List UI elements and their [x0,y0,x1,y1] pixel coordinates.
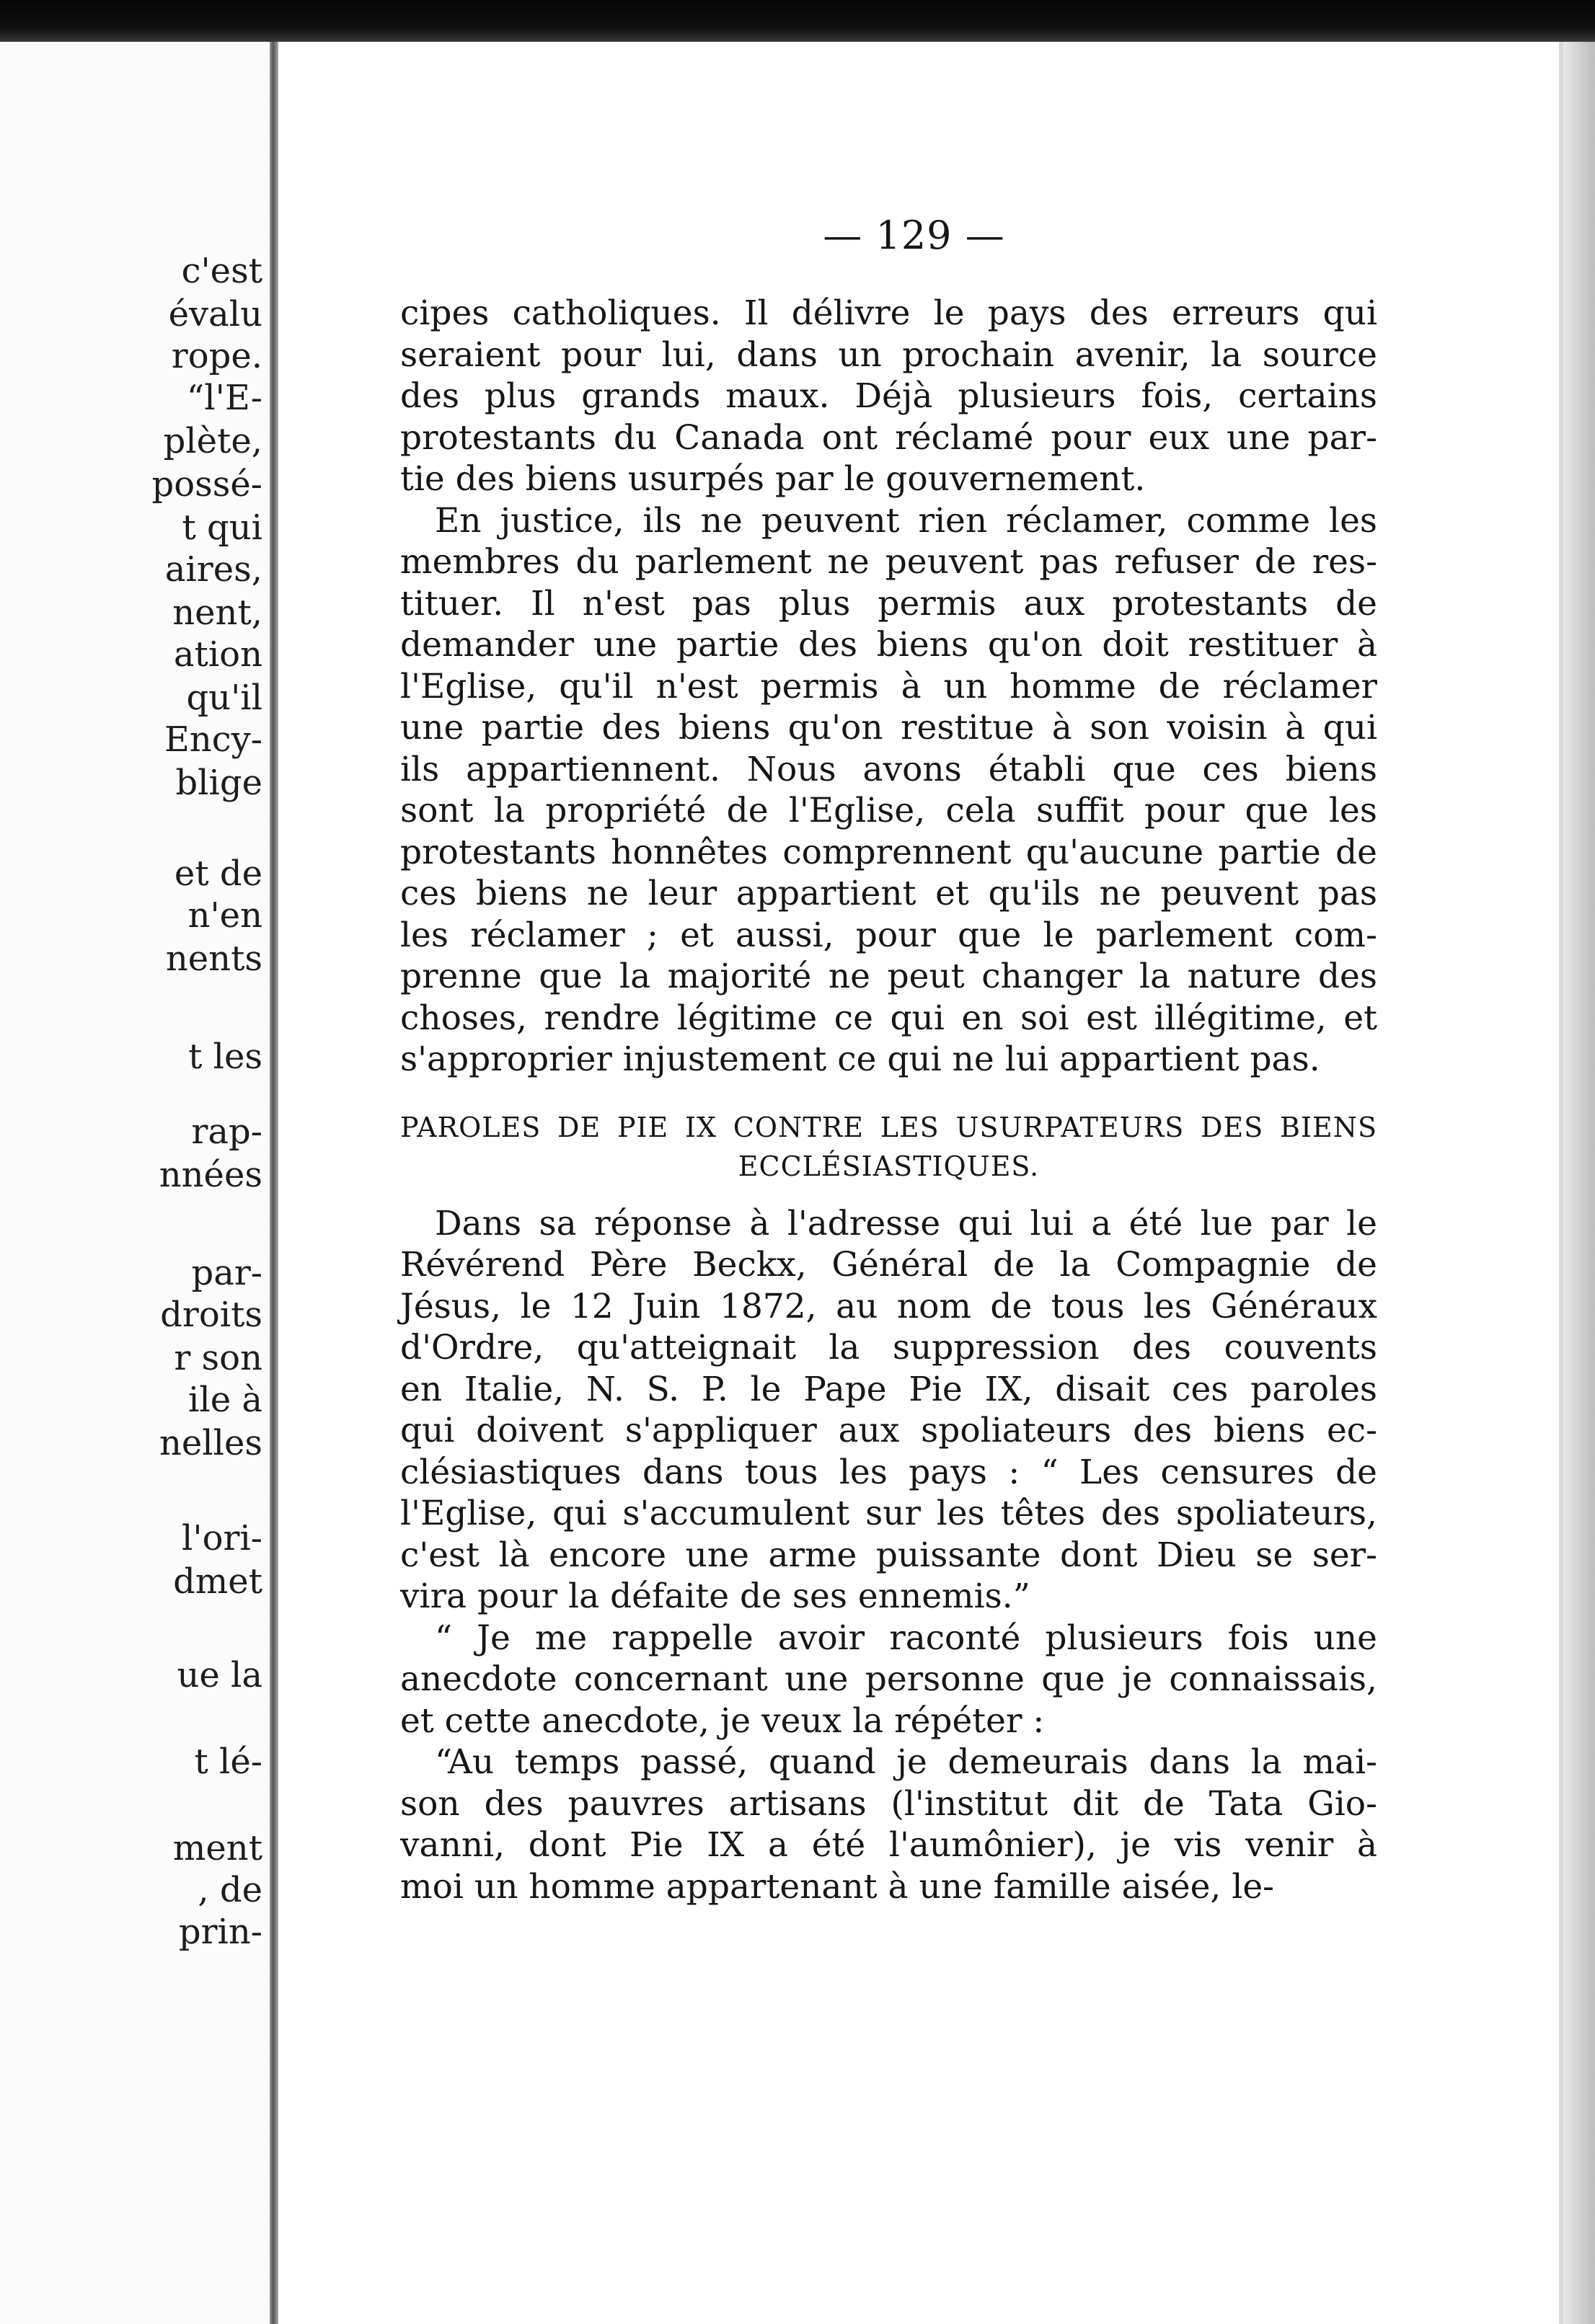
text-line: l'Eglise, qui s'accumulent sur les têtes des spoliateurs, [400,1494,1377,1533]
text-line: ils appartiennent. Nous avons établi que ces biens [400,749,1377,789]
facing-page-text-fragment: ile à [188,1380,262,1420]
heading-line-2: ECCLÉSIASTIQUES. [738,1150,1040,1182]
facing-page-text-fragment: , de [198,1870,262,1910]
facing-page-text-fragment: t les [188,1037,262,1077]
facing-page-text-fragment: nnées [159,1155,262,1195]
facing-page-text-fragment: t lé- [194,1742,262,1782]
text-line: Dans sa réponse à l'adresse qui lui a été lue par le [435,1203,1377,1243]
text-line: demander une partie des biens qu'on doit restituer à [400,625,1377,665]
facing-page-text-fragment: rap- [191,1112,262,1152]
paragraph [400,1203,1377,1618]
facing-page-text-fragment: possé- [151,464,262,505]
facing-page-text-fragment: n'en [187,895,262,936]
text-line: Révérend Père Beckx, Général de la Compagnie de [400,1245,1377,1285]
facing-page-text-fragment: rope. [171,336,262,376]
facing-page-text-fragment: par- [191,1253,262,1293]
facing-page-fragment [0,42,275,2324]
text-line: seraient pour lui, dans un prochain avenir, la source [400,334,1377,375]
text-block-before-heading [400,293,1377,1081]
paragraph [400,1742,1377,1907]
text-line: “Au temps passé, quand je demeurais dans la mai- [435,1742,1377,1782]
heading-line-1: PAROLES DE PIE IX CONTRE LES USURPATEURS DES BIENS [400,1111,1377,1143]
facing-page-text-fragment: Ency- [164,719,262,760]
facing-page-text-fragment: évalu [168,294,262,334]
facing-page-text-fragment: nelles [159,1423,262,1463]
text-line: protestants du Canada ont réclamé pour eux une par- [400,417,1377,458]
text-line: Jésus, le 12 Juin 1872, au nom de tous les Généraux [400,1286,1377,1326]
facing-page-text-fragment: et de [174,853,262,894]
facing-page-text-fragment: c'est [181,251,262,291]
page-number: — 129 — [823,213,1005,258]
text-line: membres du parlement ne peuvent pas refuser de res- [400,542,1377,582]
facing-page-text-fragment: aires, [164,549,262,590]
text-line: d'Ordre, qu'atteignait la suppression des couvents [400,1328,1377,1367]
text-line: vira pour la défaite de ses ennemis.” [400,1576,1030,1616]
section-heading [400,1108,1377,1186]
text-line: vanni, dont Pie IX a été l'aumônier), je vis venir à [400,1825,1377,1865]
text-block-after-heading [400,1203,1377,1908]
text-line: protestants honnêtes comprennent qu'aucune partie de [400,832,1377,872]
text-line: moi un homme appartenant à une famille aisée, le- [400,1866,1275,1907]
facing-page-text-fragment: blige [175,763,262,803]
facing-page-text-fragment: ment [172,1828,262,1868]
book-gutter [270,42,278,2324]
facing-page-text-fragment: dmet [173,1561,262,1602]
text-line: une partie des biens qu'on restitue à son voisin à qui [400,708,1377,748]
text-line: qui doivent s'appliquer aux spoliateurs des biens ec- [400,1411,1377,1450]
book-page [400,213,1377,1907]
text-line: choses, rendre légitime ce qui en soi est illégitime, et [400,998,1377,1038]
text-line: En justice, ils ne peuvent rien réclamer, comme les [435,500,1377,541]
text-line: les réclamer ; et aussi, pour que le parlement com- [400,915,1377,955]
text-line: tie des biens usurpés par le gouvernement. [400,459,1146,499]
text-line: c'est là encore une arme puissante dont Dieu se ser- [400,1535,1377,1575]
paragraph [400,293,1377,500]
text-line: “ Je me rappelle avoir raconté plusieurs fois une [435,1618,1377,1658]
facing-page-text-fragment: ue la [177,1655,262,1695]
paragraph [400,1618,1377,1742]
facing-page-text-fragment: “l'E- [186,378,262,418]
text-line: anecdote concernant une personne que je connaissais, [400,1659,1377,1699]
text-line: tituer. Il n'est pas plus permis aux protestants de [400,583,1377,624]
text-line: clésiastiques dans tous les pays : “ Les censures de [400,1452,1377,1492]
text-line: cipes catholiques. Il délivre le pays des erreurs qui [400,293,1377,333]
text-line: des plus grands maux. Déjà plusieurs fois, certains [400,376,1377,416]
facing-page-text-fragment: nent, [172,593,262,633]
text-line: l'Eglise, qu'il n'est permis à un homme de réclamer [400,666,1377,706]
facing-page-text-fragment: ation [173,634,262,675]
facing-page-text-fragment: droits [160,1295,262,1335]
paragraph [400,500,1377,1081]
text-line: prenne que la majorité ne peut changer la nature des [400,957,1377,996]
page-edge-shadow [1563,42,1595,2324]
scan-top-border [0,0,1595,42]
facing-page-text-fragment: prin- [178,1912,262,1952]
text-line: son des pauvres artisans (l'institut dit de Tata Gio- [400,1783,1377,1824]
facing-page-text-fragment: t qui [182,507,262,548]
facing-page-text-fragment: qu'il [186,678,262,718]
facing-page-text-fragment: plète, [163,421,262,461]
text-line: sont la propriété de l'Eglise, cela suffit pour que les [400,791,1377,830]
text-line: et cette anecdote, je veux la répéter : [400,1700,1045,1741]
text-line: ces biens ne leur appartient et qu'ils ne peuvent pas [400,874,1377,913]
facing-page-text-fragment: nents [165,939,262,979]
text-line: en Italie, N. S. P. le Pape Pie IX, disait ces paroles [400,1369,1377,1409]
facing-page-text-fragment: l'ori- [182,1518,262,1558]
text-line: s'approprier injustement ce qui ne lui appartient pas. [400,1039,1320,1079]
facing-page-text-fragment: r son [174,1338,262,1378]
